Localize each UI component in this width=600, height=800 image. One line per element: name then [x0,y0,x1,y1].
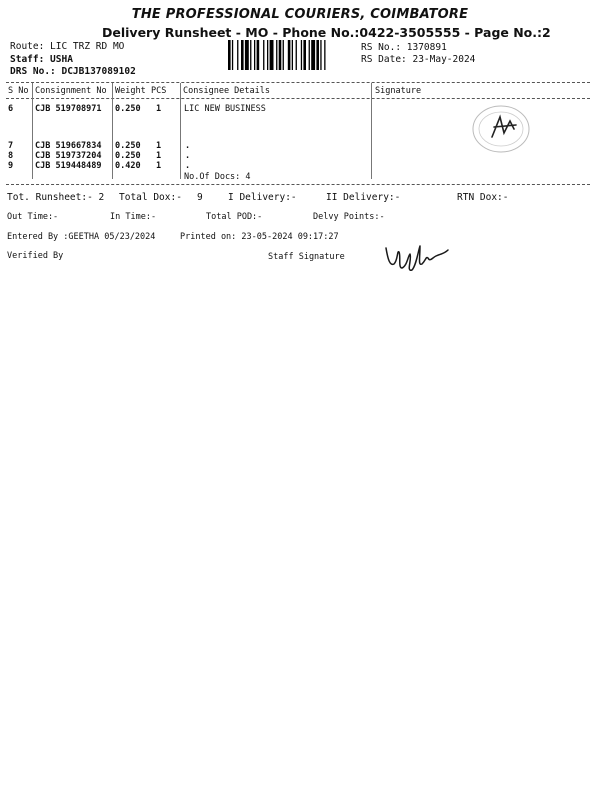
table-cell-sno: 6 [8,104,14,114]
column-divider [32,83,33,179]
drs-number: DRS No.: DCJB137089102 [10,66,136,77]
table-cell-sno: 8 [8,151,14,161]
rs-number: RS No.: 1370891 [361,42,447,53]
col-header-weight: Weight [115,86,146,96]
table-cell-consignee: . [185,161,191,171]
table-cell-pcs: 1 [156,141,162,151]
delvy-points: Delvy Points:- [313,212,385,222]
table-cell-consignment: CJB 519667834 [35,141,102,151]
column-divider [112,83,113,179]
table-cell-consignee: . [185,151,191,161]
table-cell-weight: 0.250 [115,141,141,151]
barcode-icon [228,40,356,70]
i-delivery: I Delivery:- [228,192,297,203]
verified-by: Verified By [7,251,64,261]
divider [6,184,590,185]
table-cell-pcs: 1 [156,151,162,161]
out-time: Out Time:- [7,212,59,222]
entered-by: Entered By :GEETHA 05/23/2024 [7,232,156,242]
column-divider [371,83,372,179]
total-pod: Total POD:- [206,212,263,222]
company-title: THE PROFESSIONAL COURIERS, COIMBATORE [131,7,469,22]
runsheet-subtitle: Delivery Runsheet - MO - Phone No.:0422-3505555 - Page No.:2 [102,25,551,40]
total-dox-value: 9 [197,192,203,203]
col-header-signature: Signature [375,86,422,96]
col-header-sno: S No [8,86,29,96]
table-cell-consignee: LIC NEW BUSINESS [184,104,266,114]
route-label: Route: LIC TRZ RD MO [10,41,125,52]
table-cell-sno: 9 [8,161,14,171]
staff-label: Staff: USHA [10,54,73,65]
stamp-signature-icon [470,103,532,155]
table-cell-consignment: CJB 519708971 [35,104,102,114]
rs-date: RS Date: 23-May-2024 [361,54,476,65]
divider [6,82,590,83]
ii-delivery: II Delivery:- [326,192,401,203]
table-cell-pcs: 1 [156,104,162,114]
col-header-pcs: PCS [151,86,167,96]
handwritten-signature-icon [382,238,452,276]
col-header-consignment: Consignment No [35,86,107,96]
divider [6,98,590,99]
in-time: In Time:- [110,212,157,222]
rtn-dox: RTN Dox:- [457,192,509,203]
tot-runsheet: Tot. Runsheet:- 2 [7,192,105,203]
column-divider [180,83,181,179]
no-of-docs: No.Of Docs: 4 [184,172,251,182]
staff-signature-label: Staff Signature [268,252,345,262]
table-cell-consignee: . [185,141,191,151]
total-dox-label: Total Dox:- [119,192,182,203]
table-cell-weight: 0.250 [115,151,141,161]
printed-on: Printed on: 23-05-2024 09:17:27 [180,232,339,242]
table-cell-consignment: CJB 519737204 [35,151,102,161]
table-cell-weight: 0.420 [115,161,141,171]
table-cell-pcs: 1 [156,161,162,171]
table-cell-consignment: CJB 519448489 [35,161,102,171]
table-cell-sno: 7 [8,141,14,151]
table-cell-weight: 0.250 [115,104,141,114]
col-header-consignee: Consignee Details [183,86,270,96]
